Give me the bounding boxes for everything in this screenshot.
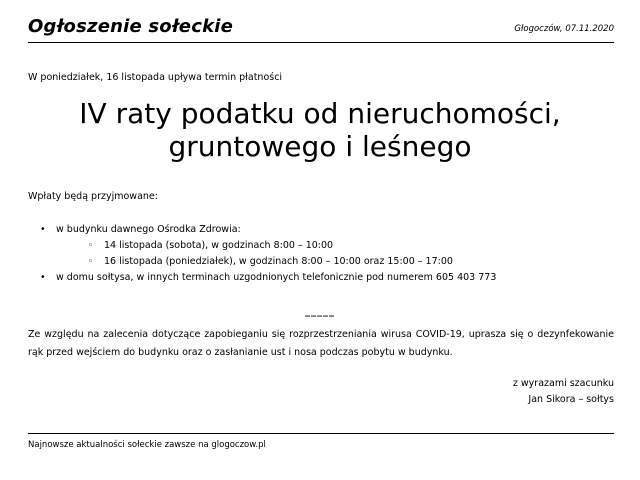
list-item	[56, 238, 496, 254]
location-office: w budynku dawnego Ośrodka Zdrowia:	[56, 224, 241, 235]
covid-notice: Ze względu na zalecenia dotyczące zapobieganiu się rozprzestrzeniania wirusa COVID-19, uprasza się o dezynfekowanie rąk przed wejściem do budynku oraz o zasłanianie ust i nosa podczas pobytu w budynku.	[28, 329, 614, 358]
separator: _____	[305, 306, 335, 317]
office-hours-monday: 16 listopada (poniedziałek), w godzinach 8:00 – 10:00 oraz 15:00 – 17:00	[104, 256, 453, 267]
headline	[0, 97, 640, 163]
payment-locations-list	[28, 222, 496, 286]
document-date: Głogoczów, 07.11.2020	[514, 24, 614, 34]
payments-label: Wpłaty będą przyjmowane:	[28, 191, 158, 202]
headline-line-1: IV raty podatku od nieruchomości,	[79, 97, 561, 130]
list-item	[56, 254, 496, 270]
office-hours-list	[56, 238, 496, 270]
footer-text: Najnowsze aktualności sołeckie zawsze na glogoczow.pl	[28, 433, 614, 450]
document-title: Ogłoszenie sołeckie	[28, 16, 234, 37]
list-item	[28, 270, 496, 286]
signature-name: Jan Sikora – sołtys	[528, 394, 614, 405]
signature	[513, 376, 614, 408]
document-header	[28, 16, 614, 43]
headline-line-2: gruntowego i leśnego	[168, 130, 472, 163]
intro-text: W poniedziałek, 16 listopada upływa termin płatności	[28, 72, 283, 83]
office-hours-saturday: 14 listopada (sobota), w godzinach 8:00 – 10:00	[104, 240, 334, 251]
signature-greeting: z wyrazami szacunku	[512, 378, 614, 389]
location-soltys-home: w domu sołtysa, w innych terminach uzgodnionych telefonicznie pod numerem 605 403 773	[56, 272, 497, 283]
list-item	[28, 222, 496, 270]
